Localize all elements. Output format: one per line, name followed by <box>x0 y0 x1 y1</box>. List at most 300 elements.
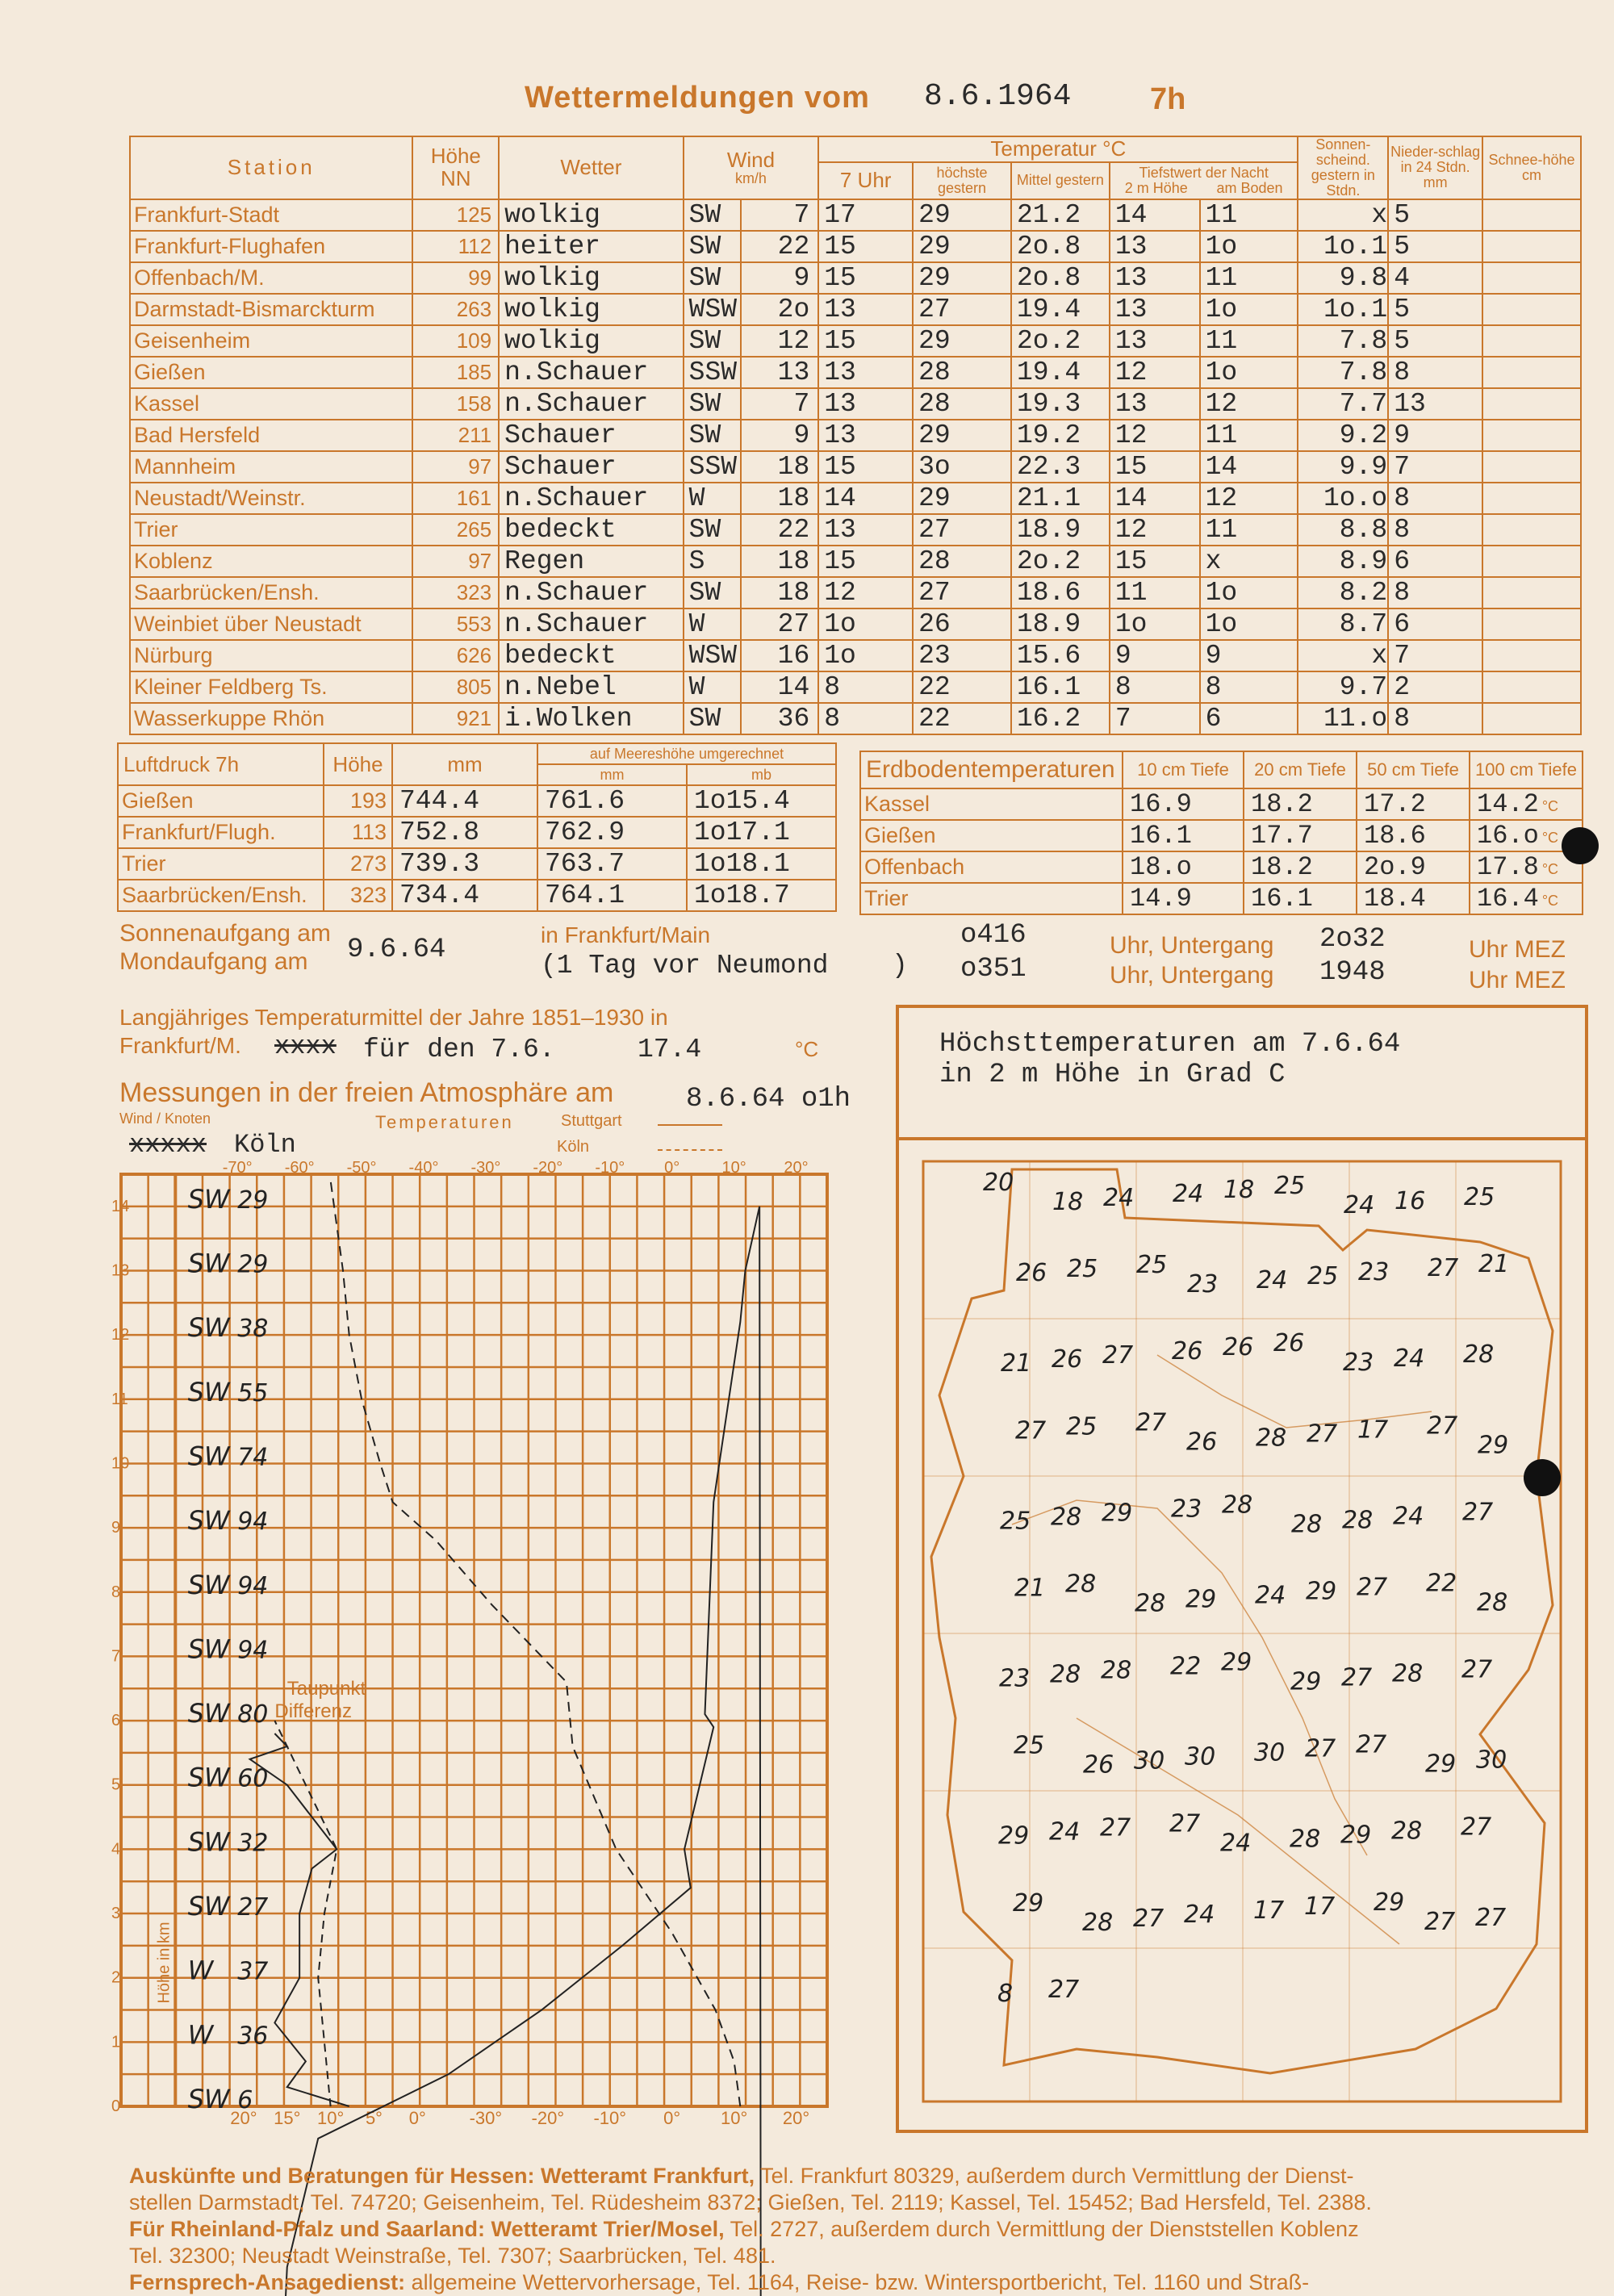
cell-nied: 8 <box>1388 357 1482 388</box>
wind-dir-label: SW <box>187 1891 230 1922</box>
cell-dir: SW <box>684 199 741 231</box>
cell-t7: 8 <box>818 703 913 734</box>
x-tick-top: 10° <box>721 1159 746 1177</box>
map-temp-value: 27 <box>1048 1975 1080 2004</box>
map-temp-value: 24 <box>1255 1581 1286 1610</box>
y-tick: 7 <box>111 1647 121 1666</box>
cell-speed: 22 <box>741 514 819 546</box>
cell-nied: 7 <box>1388 640 1482 671</box>
cell-min2m: 12 <box>1110 420 1200 451</box>
map-temp-value: 26 <box>1186 1428 1218 1457</box>
cell-dir: SW <box>684 325 741 357</box>
map-temp-value: 27 <box>1133 1904 1165 1933</box>
cell-speed: 12 <box>741 325 819 357</box>
map-temp-value: 21 <box>1014 1574 1046 1603</box>
soil-10cm-header: 10 cm Tiefe <box>1123 751 1244 788</box>
cell-speed: 7 <box>741 388 819 420</box>
cell-mittel: 15.6 <box>1011 640 1110 671</box>
map-temp-value: 29 <box>1306 1577 1337 1606</box>
cell-sonne: 9.2 <box>1298 420 1388 451</box>
station-elevation: 125 <box>412 199 499 231</box>
map-temp-value: 23 <box>999 1664 1031 1693</box>
cell-minb: 11 <box>1200 262 1298 294</box>
pressure-row <box>118 880 836 911</box>
punch-hole-top <box>1562 827 1599 864</box>
cell-sonne: 1o.1 <box>1298 231 1388 262</box>
cell-sonne: 9.7 <box>1298 671 1388 703</box>
cell-schnee <box>1482 703 1581 734</box>
station-elevation: 263 <box>412 294 499 325</box>
pressure-mb: 1o18.1 <box>687 848 836 880</box>
map-temp-value: 27 <box>1305 1734 1336 1763</box>
soil-50cm-header: 50 cm Tiefe <box>1357 751 1470 788</box>
wind-speed-label: 74 <box>237 1443 269 1472</box>
soil-d50: 18.6 <box>1357 820 1470 851</box>
map-temp-value: 27 <box>1461 1813 1492 1842</box>
y-tick: 5 <box>111 1775 121 1794</box>
y-tick: 9 <box>111 1519 121 1537</box>
soil-unit: °C <box>1541 893 1559 909</box>
cell-minb: 1o <box>1200 357 1298 388</box>
cell-minb: 1o <box>1200 577 1298 609</box>
map-temp-value: 24 <box>1344 1191 1375 1219</box>
wind-dir-label: SW <box>187 1376 230 1407</box>
cell-min2m: 12 <box>1110 357 1200 388</box>
cell-speed: 18 <box>741 451 819 483</box>
cell-t7: 15 <box>818 262 913 294</box>
cell-nied: 8 <box>1388 703 1482 734</box>
wind-speed-label: 94 <box>237 1636 269 1665</box>
cell-speed: 18 <box>741 483 819 514</box>
cell-wetter: wolkig <box>499 294 684 325</box>
pressure-row <box>118 817 836 848</box>
map-temp-value: 24 <box>1184 1900 1215 1929</box>
cell-t7: 17 <box>818 199 913 231</box>
cell-max: 26 <box>913 609 1011 640</box>
cell-sonne: 9.8 <box>1298 262 1388 294</box>
map-temp-value: 25 <box>1067 1255 1098 1284</box>
cell-wetter: n.Schauer <box>499 483 684 514</box>
map-temp-value: 27 <box>1102 1341 1134 1370</box>
cell-speed: 16 <box>741 640 819 671</box>
station-elevation: 805 <box>412 671 499 703</box>
pressure-mm: 739.3 <box>392 848 537 880</box>
soil-station: Gießen <box>860 820 1123 851</box>
cell-t7: 1o <box>818 609 913 640</box>
map-temp-value: 23 <box>1358 1258 1390 1287</box>
pressure-row <box>118 785 836 817</box>
map-temp-value: 25 <box>1000 1507 1031 1536</box>
station-elevation: 921 <box>412 703 499 734</box>
cell-sonne: 1o.1 <box>1298 294 1388 325</box>
report-date: 8.6.1964 <box>924 79 1072 114</box>
pressure-station: Saarbrücken/Ensh. <box>118 880 324 911</box>
pressure-hoehe-header: Höhe <box>324 743 392 785</box>
cell-wetter: bedeckt <box>499 514 684 546</box>
cell-min2m: 8 <box>1110 671 1200 703</box>
map-temp-value: 26 <box>1172 1337 1203 1366</box>
cell-dir: W <box>684 671 741 703</box>
cell-t7: 1o <box>818 640 913 671</box>
map-temp-value: 23 <box>1343 1349 1374 1378</box>
map-temp-value: 30 <box>1185 1742 1216 1771</box>
station-row <box>130 703 1581 734</box>
header-tiefstwert-label: Tiefstwert der Nacht <box>1139 164 1269 181</box>
map-temp-value: 28 <box>1256 1424 1287 1453</box>
cell-max: 29 <box>913 199 1011 231</box>
soil-d20: 18.2 <box>1244 851 1357 883</box>
cell-mittel: 19.2 <box>1011 420 1110 451</box>
map-temp-value: 27 <box>1135 1408 1167 1437</box>
cell-max: 29 <box>913 231 1011 262</box>
cell-nied: 9 <box>1388 420 1482 451</box>
cell-mittel: 19.4 <box>1011 357 1110 388</box>
cell-wetter: heiter <box>499 231 684 262</box>
cell-min2m: 15 <box>1110 451 1200 483</box>
x-tick-top: -40° <box>408 1159 439 1177</box>
cell-nied: 8 <box>1388 514 1482 546</box>
wind-speed-label: 80 <box>237 1700 269 1729</box>
wind-dir-label: SW <box>187 1762 230 1793</box>
soil-d20: 18.2 <box>1244 788 1357 820</box>
cell-mittel: 18.6 <box>1011 577 1110 609</box>
cell-mittel: 22.3 <box>1011 451 1110 483</box>
cell-wetter: n.Schauer <box>499 388 684 420</box>
cell-min2m: 9 <box>1110 640 1200 671</box>
moonset-mez: Uhr MEZ <box>1469 967 1566 993</box>
map-temp-value: 30 <box>1134 1746 1165 1775</box>
map-temp-value: 27 <box>1015 1416 1047 1445</box>
x-tick-top: -70° <box>222 1159 253 1177</box>
footer-line3: Tel. 2727, außerdem durch Vermittlung der Dienststellen Koblenz <box>730 2216 1359 2241</box>
moonset-time: 1948 <box>1319 957 1386 988</box>
header-temperatur: Temperatur °C <box>818 136 1298 162</box>
map-temp-value: 26 <box>1223 1333 1254 1362</box>
dewpoint-tick: 15° <box>274 2108 301 2128</box>
pressure-row <box>118 848 836 880</box>
station-elevation: 112 <box>412 231 499 262</box>
cell-mittel: 18.9 <box>1011 609 1110 640</box>
station-elevation: 97 <box>412 546 499 577</box>
y-tick: 3 <box>111 1905 121 1923</box>
map-temp-value: 27 <box>1428 1254 1459 1283</box>
map-temp-value: 28 <box>1050 1660 1081 1689</box>
header-mittel: Mittel gestern <box>1011 162 1110 199</box>
cell-dir: W <box>684 609 741 640</box>
pressure-elevation: 193 <box>324 785 392 817</box>
x-tick-bottom: -30° <box>469 2108 503 2128</box>
cell-nied: 6 <box>1388 546 1482 577</box>
soil-d100 <box>1470 788 1583 820</box>
soil-unit: °C <box>1541 798 1559 814</box>
air-pressure-table <box>117 742 837 912</box>
soil-d100-value: 16.4 <box>1477 884 1539 914</box>
wind-dir-label: SW <box>187 1312 230 1344</box>
cell-minb: 11 <box>1200 325 1298 357</box>
footer-contact-info <box>129 2163 1582 2296</box>
map-temp-value: 28 <box>1082 1908 1114 1937</box>
station-row <box>130 671 1581 703</box>
moonset-label: Uhr, Untergang <box>1110 962 1274 989</box>
cell-schnee <box>1482 231 1581 262</box>
cell-dir: SW <box>684 262 741 294</box>
station-name: Nürburg <box>130 640 412 671</box>
map-temp-value: 25 <box>1464 1183 1495 1211</box>
wind-speed-label: 29 <box>237 1250 269 1279</box>
pressure-msl_mm: 764.1 <box>537 880 687 911</box>
map-title-line1: Höchsttemperaturen am 7.6.64 <box>939 1029 1401 1060</box>
cell-mittel: 19.3 <box>1011 388 1110 420</box>
cell-speed: 36 <box>741 703 819 734</box>
atmosphere-date: 8.6.64 o1h <box>686 1084 851 1115</box>
cell-minb: 11 <box>1200 514 1298 546</box>
cell-min2m: 14 <box>1110 483 1200 514</box>
longterm-unit: °C <box>795 1037 819 1061</box>
dewpoint-label-line2: Differenz <box>274 1700 352 1723</box>
map-temp-value: 24 <box>1256 1266 1288 1295</box>
map-temp-value: 29 <box>1374 1888 1405 1917</box>
map-temp-value: 21 <box>1478 1250 1510 1279</box>
map-temp-value: 29 <box>1013 1888 1044 1918</box>
header-t7: 7 Uhr <box>818 162 913 199</box>
map-temp-value: 17 <box>1304 1892 1336 1921</box>
map-temp-value: 27 <box>1357 1573 1388 1602</box>
legend-stuttgart: Stuttgart <box>561 1112 622 1130</box>
cell-sonne: 9.9 <box>1298 451 1388 483</box>
map-temp-value: 28 <box>1391 1817 1423 1846</box>
soil-row <box>860 883 1583 914</box>
cell-speed: 9 <box>741 420 819 451</box>
x-tick-top: -60° <box>284 1159 315 1177</box>
station-row <box>130 451 1581 483</box>
cell-nied: 4 <box>1388 262 1482 294</box>
legend-koeln-line <box>658 1149 722 1151</box>
cell-max: 22 <box>913 703 1011 734</box>
footer-hessen-bold: Auskünfte und Beratungen für Hessen: Wetteramt Frankfurt, <box>129 2164 755 2188</box>
soil-d20: 17.7 <box>1244 820 1357 851</box>
pressure-elevation: 273 <box>324 848 392 880</box>
map-temp-value: 28 <box>1135 1589 1166 1618</box>
moon-phase: (1 Tag vor Neumond <box>541 951 829 981</box>
x-tick-bottom: 0° <box>663 2108 681 2128</box>
x-tick-bottom: 20° <box>782 2108 810 2128</box>
map-temp-value: 27 <box>1100 1813 1131 1842</box>
cell-wetter: Schauer <box>499 451 684 483</box>
wind-speed-label: 55 <box>237 1378 269 1407</box>
map-temp-value: 27 <box>1341 1663 1373 1692</box>
cell-schnee <box>1482 577 1581 609</box>
soil-d50: 2o.9 <box>1357 851 1470 883</box>
cell-min2m: 7 <box>1110 703 1200 734</box>
sunrise-time: o416 <box>960 920 1027 951</box>
station-elevation: 109 <box>412 325 499 357</box>
map-temp-value: 28 <box>1392 1659 1424 1688</box>
punch-hole-bottom <box>1524 1459 1561 1496</box>
soil-d50: 17.2 <box>1357 788 1470 820</box>
wind-dir-label: SW <box>187 2084 230 2114</box>
footer-line2: stellen Darmstadt, Tel. 74720; Geisenheim, Tel. Rüdesheim 8372; Gießen, Tel. 2119; Kassel, Tel. 15452; Bad Hersfeld, Tel. 2388. <box>129 2189 1372 2214</box>
pressure-station: Trier <box>118 848 324 880</box>
wind-dir-label: SW <box>187 1505 230 1537</box>
cell-sonne: 7.8 <box>1298 325 1388 357</box>
cell-nied: 2 <box>1388 671 1482 703</box>
map-temp-value: 25 <box>1307 1262 1339 1291</box>
map-temp-value: 26 <box>1083 1750 1114 1780</box>
soil-d10: 14.9 <box>1123 883 1244 914</box>
station-elevation: 626 <box>412 640 499 671</box>
cell-schnee <box>1482 483 1581 514</box>
map-temp-value: 29 <box>1221 1648 1252 1677</box>
soil-temperature-table <box>859 751 1583 915</box>
header-station: Station <box>130 136 412 199</box>
cell-max: 27 <box>913 514 1011 546</box>
station-name: Geisenheim <box>130 325 412 357</box>
cell-sonne: 8.8 <box>1298 514 1388 546</box>
station-name: Offenbach/M. <box>130 262 412 294</box>
moonrise-time: o351 <box>960 954 1027 985</box>
map-temp-value: 25 <box>1014 1731 1045 1760</box>
upper-air-chart <box>111 1159 839 2128</box>
cell-t7: 12 <box>818 577 913 609</box>
cell-min2m: 13 <box>1110 262 1200 294</box>
cell-dir: SW <box>684 420 741 451</box>
cell-sonne: x <box>1298 640 1388 671</box>
header-hoechste: höchste gestern <box>913 162 1011 199</box>
map-temp-value: 21 <box>1001 1349 1032 1378</box>
station-row <box>130 483 1581 514</box>
map-temp-value: 26 <box>1016 1259 1047 1288</box>
soil-d20: 16.1 <box>1244 883 1357 914</box>
y-tick: 1 <box>111 2033 121 2051</box>
x-tick-top: -10° <box>595 1159 625 1177</box>
cell-wetter: i.Wolken <box>499 703 684 734</box>
map-temp-value: 27 <box>1307 1420 1338 1449</box>
station-elevation: 161 <box>412 483 499 514</box>
x-tick-bottom: -10° <box>593 2108 627 2128</box>
header-t2m: 2 m Höhe <box>1124 179 1188 196</box>
map-frame <box>923 1161 1561 2102</box>
soil-row <box>860 851 1583 883</box>
wind-dir-label: SW <box>187 1826 230 1858</box>
map-temp-value: 23 <box>1171 1495 1202 1524</box>
cell-max: 3o <box>913 451 1011 483</box>
pressure-elevation: 323 <box>324 880 392 911</box>
pressure-msl-mb-header: mb <box>687 764 836 785</box>
moon-phase-paren: ) <box>892 951 908 981</box>
map-temp-value: 29 <box>1102 1499 1133 1528</box>
soil-d100 <box>1470 883 1583 914</box>
x-tick-bottom: -20° <box>531 2108 565 2128</box>
station-row <box>130 546 1581 577</box>
map-temp-value: 27 <box>1424 1907 1456 1936</box>
station-elevation: 211 <box>412 420 499 451</box>
station-name: Frankfurt-Stadt <box>130 199 412 231</box>
map-temp-value: 18 <box>1223 1176 1255 1204</box>
cell-t7: 14 <box>818 483 913 514</box>
map-temp-value: 28 <box>1101 1656 1132 1685</box>
station-name: Bad Hersfeld <box>130 420 412 451</box>
cell-wetter: bedeckt <box>499 640 684 671</box>
wind-speed-label: 6 <box>237 2086 253 2114</box>
pressure-mm: 752.8 <box>392 817 537 848</box>
y-tick: 10 <box>111 1454 130 1473</box>
cell-mittel: 18.9 <box>1011 514 1110 546</box>
pressure-msl_mm: 763.7 <box>537 848 687 880</box>
cell-max: 29 <box>913 420 1011 451</box>
cell-t7: 13 <box>818 420 913 451</box>
cell-schnee <box>1482 609 1581 640</box>
pressure-msl-mm-header: mm <box>537 764 687 785</box>
map-temp-value: 27 <box>1461 1655 1493 1684</box>
station-name: Kassel <box>130 388 412 420</box>
longterm-place: Frankfurt/M. <box>119 1033 241 1058</box>
cell-max: 27 <box>913 577 1011 609</box>
pressure-mb: 1o18.7 <box>687 880 836 911</box>
soil-unit: °C <box>1541 830 1559 846</box>
cell-speed: 18 <box>741 577 819 609</box>
longterm-text: für den 7.6. <box>363 1035 555 1064</box>
cell-schnee <box>1482 294 1581 325</box>
y-tick: 6 <box>111 1712 121 1730</box>
report-title: Wettermeldungen vom <box>525 81 870 115</box>
cell-mittel: 16.1 <box>1011 671 1110 703</box>
station-row <box>130 609 1581 640</box>
header-tboden: am Boden <box>1216 179 1283 196</box>
map-temp-value: 30 <box>1476 1746 1507 1775</box>
x-tick-top: 0° <box>664 1159 680 1177</box>
pressure-elevation: 113 <box>324 817 392 848</box>
dewpoint-tick: 20° <box>230 2108 257 2128</box>
pressure-msl_mm: 762.9 <box>537 817 687 848</box>
map-temp-value: 30 <box>1254 1738 1286 1767</box>
wind-dir-label: SW <box>187 1698 230 1729</box>
map-temp-value: 28 <box>1290 1825 1321 1854</box>
cell-schnee <box>1482 262 1581 294</box>
cell-dir: SW <box>684 514 741 546</box>
cell-dir: SSW <box>684 357 741 388</box>
footer-line4: Tel. 32300; Neustadt Weinstraße, Tel. 7307; Saarbrücken, Tel. 481. <box>129 2243 776 2268</box>
wind-speed-label: 29 <box>237 1186 269 1215</box>
y-axis-label: Höhe in km <box>155 1922 174 2004</box>
cell-schnee <box>1482 357 1581 388</box>
wind-speed-label: 37 <box>237 1957 269 1986</box>
cell-t7: 13 <box>818 357 913 388</box>
y-tick: 2 <box>111 1968 121 1987</box>
cell-min2m: 13 <box>1110 325 1200 357</box>
cell-min2m: 12 <box>1110 514 1200 546</box>
cell-t7: 13 <box>818 514 913 546</box>
map-temp-value: 28 <box>1477 1588 1508 1617</box>
cell-max: 29 <box>913 483 1011 514</box>
map-temp-value: 29 <box>998 1821 1030 1851</box>
pressure-mm-header: mm <box>392 743 537 785</box>
station-weather-table <box>129 136 1582 735</box>
station-elevation: 185 <box>412 357 499 388</box>
station-name: Saarbrücken/Ensh. <box>130 577 412 609</box>
soil-d10: 18.o <box>1123 851 1244 883</box>
map-temp-value: 24 <box>1103 1184 1135 1212</box>
cell-minb: 1o <box>1200 609 1298 640</box>
pressure-mm: 744.4 <box>392 785 537 817</box>
header-schnee: Schnee-höhe cm <box>1482 136 1581 199</box>
soil-d10: 16.1 <box>1123 820 1244 851</box>
legend-stuttgart-line <box>658 1124 722 1126</box>
cell-min2m: 15 <box>1110 546 1200 577</box>
dewpoint-tick: 0° <box>408 2108 426 2128</box>
cell-t7: 8 <box>818 671 913 703</box>
station-row <box>130 325 1581 357</box>
cell-min2m: 14 <box>1110 199 1200 231</box>
